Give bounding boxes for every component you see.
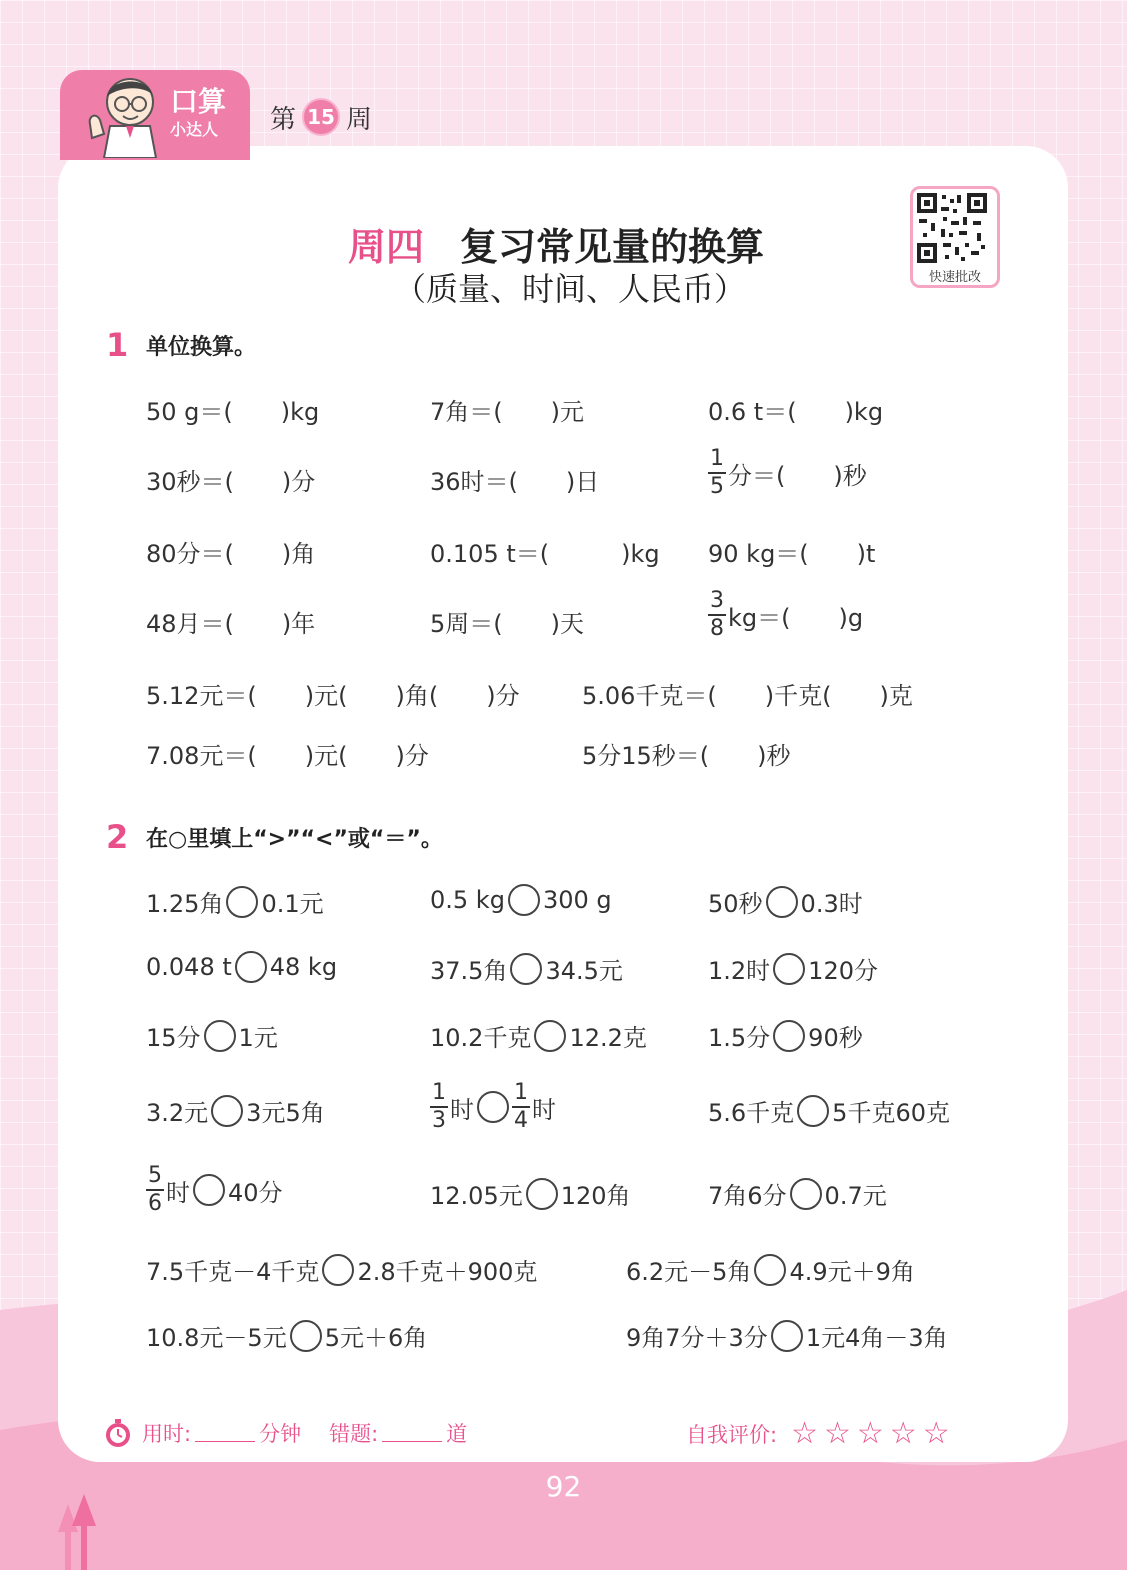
fraction-denominator: 4 [514, 1108, 528, 1133]
fraction-numerator: 1 [710, 446, 724, 471]
section-1-title: 单位换算。 [146, 335, 257, 360]
compare-circle[interactable] [226, 886, 258, 918]
self-evaluation [686, 1416, 956, 1451]
compare-circle[interactable] [211, 1095, 243, 1127]
fraction-numerator: 3 [710, 588, 724, 613]
compare-item [146, 1318, 427, 1353]
compare-item [708, 1176, 887, 1211]
compare-circle[interactable] [754, 1254, 786, 1286]
fraction [708, 448, 726, 498]
fraction-numerator: 1 [514, 1080, 528, 1105]
compare-circle[interactable] [322, 1254, 354, 1286]
time-record [104, 1418, 467, 1448]
compare-circle[interactable] [290, 1320, 322, 1352]
compare-left: 10.2千克 [430, 1024, 532, 1052]
conversion-item[interactable]: 5分15秒＝( )秒 [582, 742, 791, 770]
compare-right: 40分 [228, 1178, 283, 1207]
compare-circle[interactable] [477, 1091, 509, 1123]
badge-subtitle: 小达人 [170, 120, 219, 139]
conversion-item[interactable]: 5.06千克＝( )千克( )克 [582, 682, 913, 710]
section-1-number: 1 [106, 326, 129, 364]
compare-left: 7.5千克－4千克 [146, 1258, 320, 1286]
compare-item [430, 951, 623, 986]
fraction-denominator: 6 [148, 1191, 162, 1216]
fraction-denominator: 3 [432, 1108, 446, 1133]
fraction [708, 590, 726, 640]
compare-right-unit: 时 [532, 1095, 556, 1124]
compare-circle[interactable] [790, 1178, 822, 1210]
compare-left: 5.6千克 [708, 1099, 795, 1127]
errors-label: 错题: [329, 1422, 379, 1446]
compare-circle[interactable] [510, 953, 542, 985]
compare-item [146, 884, 324, 919]
compare-left: 1.25角 [146, 890, 224, 918]
compare-left-unit: 时 [166, 1178, 190, 1207]
compare-item [708, 884, 863, 919]
compare-circle[interactable] [526, 1178, 558, 1210]
compare-right: 0.1元 [261, 890, 324, 918]
compare-right: 5千克60克 [832, 1099, 950, 1127]
compare-left: 0.5 kg [430, 886, 505, 914]
compare-item [708, 1093, 950, 1128]
stopwatch-icon [104, 1418, 132, 1448]
compare-circle[interactable] [797, 1095, 829, 1127]
compare-right: 12.2克 [569, 1024, 647, 1052]
qr-code[interactable] [910, 186, 1000, 288]
compare-left: 12.05元 [430, 1182, 523, 1210]
compare-item [146, 1252, 537, 1287]
compare-right: 0.7元 [824, 1182, 887, 1210]
conversion-text: 分＝( )秒 [728, 461, 867, 490]
page-subtitle: （质量、时间、人民币） [394, 270, 747, 308]
compare-right: 34.5元 [545, 957, 623, 985]
self-eval-label: 自我评价: [686, 1422, 778, 1447]
arrow-decoration-icon [56, 1492, 100, 1570]
compare-right: 4.9元＋9角 [789, 1258, 915, 1286]
compare-item [430, 1082, 556, 1132]
conversion-item[interactable]: 80分＝( )角 [146, 540, 316, 568]
conversion-item[interactable]: 0.105 t＝( )kg [430, 540, 660, 568]
time-label: 用时: [142, 1422, 192, 1446]
compare-item [146, 1093, 325, 1128]
compare-item [430, 1018, 647, 1053]
fraction [146, 1165, 164, 1215]
errors-unit: 道 [446, 1422, 468, 1446]
compare-right: 0.3时 [800, 890, 863, 918]
compare-right: 5元＋6角 [324, 1324, 428, 1352]
compare-right: 1元4角－3角 [805, 1324, 948, 1352]
fraction-numerator: 1 [432, 1080, 446, 1105]
conversion-item[interactable]: 7.08元＝( )元( )分 [146, 742, 429, 770]
compare-left: 15分 [146, 1024, 201, 1052]
compare-item [626, 1318, 948, 1353]
week-prefix: 第 [270, 104, 297, 135]
compare-left: 10.8元－5元 [146, 1324, 287, 1352]
compare-left: 1.2时 [708, 957, 771, 985]
star-icon[interactable]: ☆ [922, 1416, 950, 1451]
compare-right: 120分 [808, 957, 878, 985]
compare-right: 120角 [560, 1182, 631, 1210]
compare-left: 7角6分 [708, 1182, 787, 1210]
errors-input[interactable] [382, 1425, 442, 1442]
compare-circle[interactable] [773, 953, 805, 985]
star-icon[interactable]: ☆ [791, 1416, 818, 1451]
conversion-item[interactable]: 7角＝( )元 [430, 398, 584, 426]
conversion-item[interactable]: 48月＝( )年 [146, 610, 316, 638]
conversion-item[interactable]: 90 kg＝( )t [708, 540, 876, 568]
week-header [60, 70, 460, 160]
star-icon[interactable]: ☆ [823, 1416, 851, 1451]
fraction [512, 1082, 530, 1132]
compare-circle[interactable] [771, 1320, 803, 1352]
fraction-denominator: 8 [710, 616, 724, 641]
compare-right: 48 kg [269, 953, 338, 981]
compare-item [626, 1252, 915, 1287]
week-number-badge: 15 [302, 98, 340, 136]
conversion-item[interactable]: 36时＝( )日 [430, 468, 600, 496]
oral-calc-badge [60, 70, 250, 160]
compare-item [430, 884, 612, 916]
fraction-denominator: 5 [710, 474, 724, 499]
compare-left: 6.2元－5角 [626, 1258, 752, 1286]
compare-right: 90秒 [808, 1024, 863, 1052]
title-day: 周四 [348, 225, 425, 269]
page-number: 92 [545, 1470, 582, 1503]
conversion-item-fraction[interactable] [708, 448, 867, 498]
star-icon[interactable]: ☆ [889, 1416, 917, 1451]
compare-left-unit: 时 [450, 1095, 474, 1124]
compare-circle[interactable] [235, 951, 267, 983]
compare-left: 1.5分 [708, 1024, 771, 1052]
compare-left: 9角7分＋3分 [626, 1324, 768, 1352]
section-2-title: 在○里填上“>”“<”或“＝”。 [146, 827, 443, 852]
compare-left: 3.2元 [146, 1099, 209, 1127]
conversion-item[interactable]: 0.6 t＝( )kg [708, 398, 884, 426]
week-label [270, 98, 372, 136]
compare-circle[interactable] [508, 884, 540, 916]
worksheet-card [58, 146, 1068, 1462]
compare-circle[interactable] [773, 1020, 805, 1052]
conversion-item[interactable]: 5周＝( )天 [430, 610, 584, 638]
compare-left: 37.5角 [430, 957, 508, 985]
time-input[interactable] [195, 1425, 255, 1442]
qr-code-icon [917, 193, 987, 263]
compare-circle[interactable] [766, 886, 798, 918]
page-title: 复习常见量的换算 [460, 225, 765, 269]
time-unit: 分钟 [259, 1422, 302, 1446]
section-2-number: 2 [106, 818, 129, 856]
compare-circle[interactable] [204, 1020, 236, 1052]
compare-item [708, 1018, 863, 1053]
compare-item [146, 1165, 283, 1215]
conversion-text: kg＝( )g [728, 603, 864, 632]
fraction-numerator: 5 [148, 1163, 162, 1188]
compare-circle[interactable] [534, 1020, 566, 1052]
star-icon[interactable]: ☆ [856, 1416, 884, 1451]
conversion-item-fraction[interactable] [708, 590, 863, 640]
compare-right: 3元5角 [246, 1099, 325, 1127]
qr-label: 快速批改 [928, 270, 981, 285]
conversion-item[interactable]: 50 g＝( )kg [146, 398, 320, 426]
mascot-icon [82, 72, 166, 158]
badge-title: 口算 [170, 85, 227, 118]
compare-right: 2.8千克＋900克 [357, 1258, 538, 1286]
compare-item [430, 1176, 631, 1211]
conversion-item[interactable]: 30秒＝( )分 [146, 468, 316, 496]
compare-right: 300 g [542, 886, 612, 914]
compare-item [146, 951, 337, 983]
compare-left: 50秒 [708, 890, 763, 918]
compare-item [708, 951, 878, 986]
conversion-item[interactable]: 5.12元＝( )元( )角( )分 [146, 682, 520, 710]
compare-left: 0.048 t [146, 953, 232, 981]
fraction [430, 1082, 448, 1132]
compare-right: 1元 [238, 1024, 278, 1052]
compare-item [146, 1018, 278, 1053]
week-suffix: 周 [346, 104, 373, 135]
compare-circle[interactable] [193, 1174, 225, 1206]
